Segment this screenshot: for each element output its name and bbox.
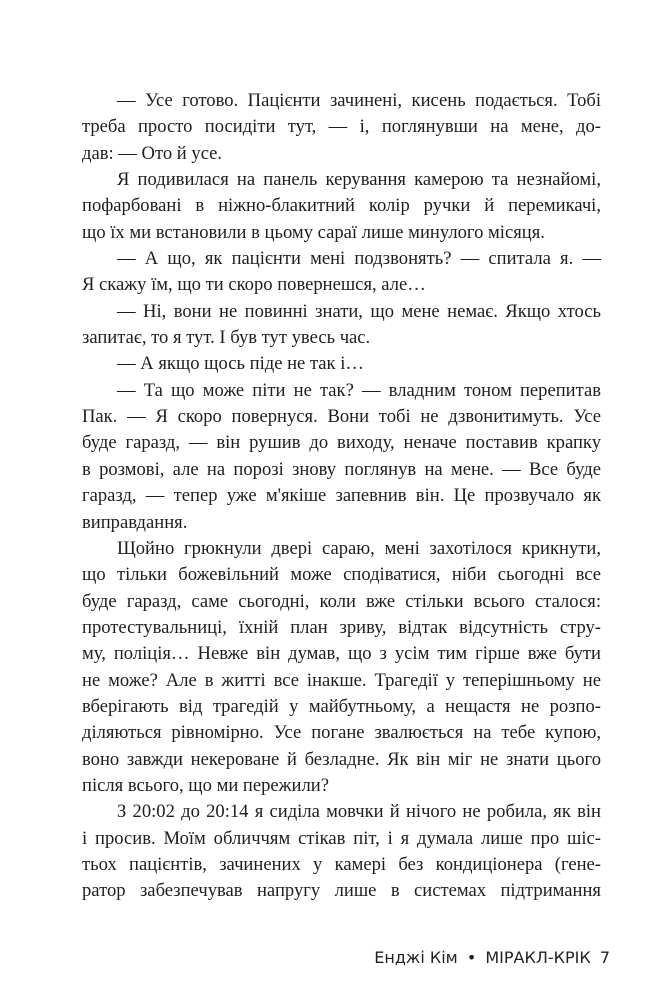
text-line: Я скажу їм, що ти скоро повернешся, але…: [82, 274, 426, 296]
text-line: треба просто посидіти тут, — і, поглянувши на мене, до-: [82, 116, 601, 138]
text-line: — Та що може піти не так? — владним тоном перепитав: [117, 379, 601, 401]
text-line: що їх ми встановили в цьому сараї лише минулого місяця.: [82, 221, 545, 243]
text-line: Пак. — Я скоро повернуся. Вони тобі не дзвонитимуть. Усе: [82, 406, 601, 428]
text-line: буде гаразд, саме сьогодні, коли вже стільки всього сталося:: [82, 590, 601, 612]
text-line: З 20:02 до 20:14 я сиділа мовчки й нічого не робила, як він: [117, 801, 601, 823]
text-line: — А якщо щось піде не так і…: [117, 353, 365, 375]
text-line: гаразд, — тепер уже м'якіше запевнив він. Це прозвучало як: [82, 485, 601, 507]
text-line: — А що, як пацієнти мені подзвонять? — спитала я. —: [117, 248, 601, 270]
text-line: — Усе готово. Пацієнти зачинені, кисень подається. Тобі: [117, 90, 601, 111]
footer-book-title: МІРАКЛ-КРІК: [485, 948, 591, 967]
text-line: му, поліція… Невже він думав, що з усім тим гірше вже бути: [82, 643, 601, 665]
text-line: запитає, то я тут. І був тут увесь час.: [82, 327, 371, 349]
text-line: в розмові, але на порозі знову поглянув на мене. — Все буде: [82, 458, 601, 480]
text-line: буде гаразд, — він рушив до виходу, неначе поставив крапку: [82, 432, 601, 454]
footer-separator: •: [466, 948, 477, 967]
footer-author: Енджі Кім: [374, 948, 458, 967]
text-line: вберігають від трагедій у майбутньому, а нещастя не розпо-: [82, 695, 601, 717]
text-line: виправдання.: [82, 511, 188, 533]
text-line: діляються рівномірно. Усе погане звалюється на тебе купою,: [82, 722, 601, 744]
text-line: і просив. Моїм обличчям стікав піт, і я думала лише про шіс-: [82, 827, 601, 849]
body-text: [82, 88, 601, 905]
text-line: воно завжди некероване й безладне. Як він міг не знати цього: [82, 748, 601, 770]
text-line: протестувальниці, їхній план зриву, відтак відсутність стру-: [82, 616, 601, 638]
text-line: не може? Але в житті все інакше. Трагедії у теперішньому не: [82, 669, 601, 691]
text-line: Щойно грюкнули двері сараю, мені захотілося крикнути,: [117, 537, 601, 559]
text-line: Я подивилася на панель керування камерою та незнайомі,: [117, 169, 601, 191]
text-line: тьох пацієнтів, зачинених у камері без кондиціонера (гене-: [82, 853, 601, 875]
text-line: дав: — Ото й усе.: [82, 142, 223, 164]
text-line: ратор забезпечував напругу лише в системах підтримання: [82, 880, 601, 902]
running-footer: [370, 948, 610, 967]
text-line: пофарбовані в ніжно-блакитний колір ручки й перемикачі,: [82, 195, 601, 217]
text-line: — Ні, вони не повинні знати, що мене немає. Якщо хтось: [117, 300, 601, 322]
text-line: що тільки божевільний може сподіватися, ніби сьогодні все: [82, 564, 601, 586]
text-line: після всього, що ми пережили?: [82, 774, 329, 796]
page-number: 7: [599, 948, 610, 967]
